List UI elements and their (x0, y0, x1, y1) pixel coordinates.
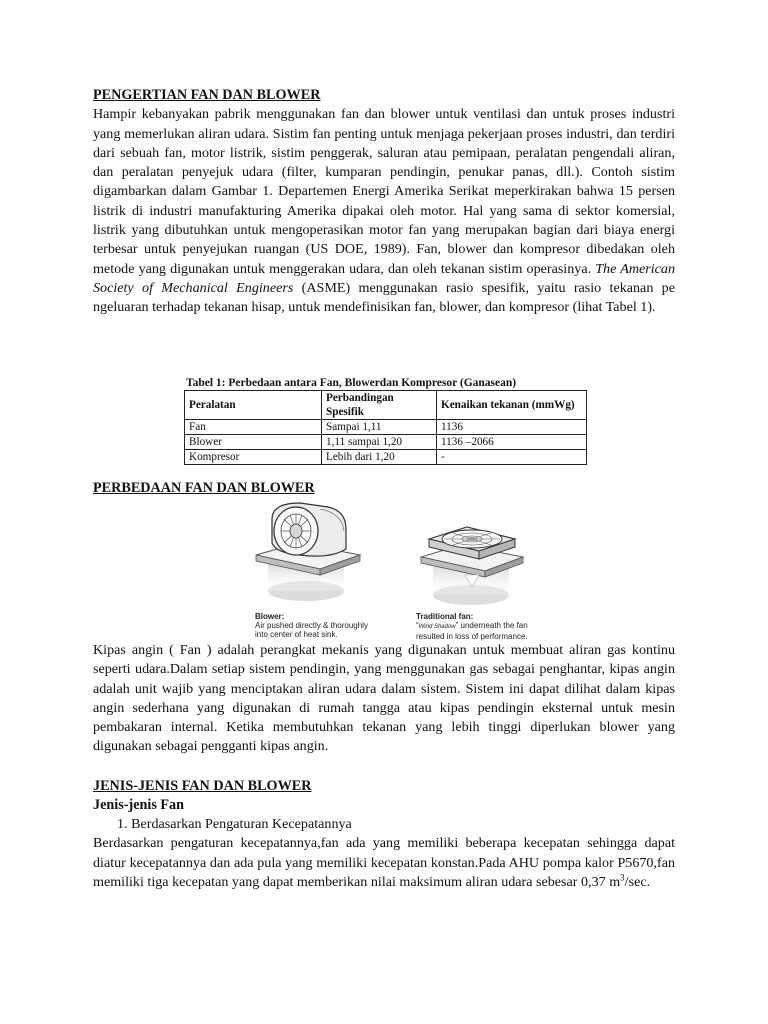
fan-caption-wind-shadow: Wind Shadow (418, 624, 456, 630)
table-cell: Blower (185, 435, 322, 450)
table-row (185, 450, 587, 465)
section-perbedaan (93, 479, 315, 498)
table-row (185, 435, 587, 450)
fan-caption-line1-pre: “ (416, 621, 419, 630)
blower-illustration (250, 497, 370, 605)
superscript-3: 3 (620, 872, 625, 883)
table1 (184, 390, 587, 465)
paragraph-pengertian-part-b: (ASME) menggunakan rasio spesifik, yaitu rasio tekanan pe ngeluaran terhadap tekanan hisap, untuk mendefinisikan fan, blower, dan kompresor (lihat Tabel 1). (93, 279, 675, 316)
fan-caption-title: Traditional fan: (416, 612, 474, 621)
table-cell: - (437, 450, 587, 465)
table1-caption: Tabel 1: Perbedaan antara Fan, Blowerdan Kompresor (Ganasean) (186, 377, 517, 389)
section-heading-jenis: JENIS-JENIS FAN DAN BLOWER (93, 778, 312, 794)
asme-italic-text: The American Society of Mechanical Engineers (93, 260, 675, 296)
table-cell: 1,11 sampai 1,20 (322, 435, 437, 450)
figure-blower-vs-fan (245, 497, 555, 642)
subheading-jenis-fan: Jenis-jenis Fan (93, 797, 185, 814)
paragraph-pengertian-part-a: Hampir kebanyakan pabrik menggunakan fan dan blower untuk ventilasi dan untuk proses industri yang memerlukan aliran udara. Sistim fan penting untuk menjaga pekerjaan proses industri, dan terdiri dari sebuah fan, motor listrik, sistim penggerak, saluran atau pemipaan, peralatan pengendali aliran, dan peralatan penyejuk udara (filter, kumparan pendingin, penukar panas, dll.). Contoh sistim digambarkan dalam Gambar 1. Departemen Energi Amerika Serikat meperkirakan bahwa 15 persen listrik di industri manufakturing Amerika dipakai oleh motor. Hal yang sama di sektor komersial, listrik yang dibutuhkan untuk mengoperasikan motor fan yang merupakan bagian dari biaya energi terbesar untuk penyejukan ruangan (US DOE, 1989). Fan, blower dan kompresor dibedakan oleh metode yang digunakan untuk menggerakan udara, dan oleh tekanan sistim operasinya. (93, 106, 675, 277)
blower-caption-line2: into center of heat sink. (255, 630, 338, 639)
traditional-fan-illustration (413, 517, 533, 625)
table-header-cell: Peralatan (185, 391, 322, 420)
fan-caption-line1-post: ” underneath the fan (455, 621, 528, 630)
table1-block (184, 376, 587, 465)
table-row (185, 420, 587, 435)
table-cell: Lebih dari 1,20 (322, 450, 437, 465)
blower-caption-line1: Air pushed directly & thoroughly (255, 621, 368, 630)
paragraph-kecepatan (93, 834, 675, 892)
table-header-cell: Perbandingan Spesifik (322, 391, 437, 420)
section-jenis (93, 777, 675, 892)
paragraph-pengertian (93, 105, 675, 317)
section-pengertian (93, 86, 675, 318)
list-item-pengaturan: 1. Berdasarkan Pengaturan Kecepatannya (117, 816, 352, 833)
section-heading-perbedaan: PERBEDAAN FAN DAN BLOWER (93, 480, 315, 496)
paragraph-kecepatan-text: Berdasarkan pengaturan kecepatannya,fan ada yang memiliki beberapa kecepatan sehingga dapat diatur kecepatannya dan ada pula yang memiliki kecepatan konstan.Pada AHU pompa kalor P5670,fan memiliki tiga kecepatan yang dapat memberikan nilai maksimum aliran udara sebesar 0,37 m (93, 835, 675, 890)
paragraph-kipas-block (93, 641, 675, 757)
fan-caption (416, 612, 528, 641)
table-cell: Kompresor (185, 450, 322, 465)
table-cell: Sampai 1,11 (322, 420, 437, 435)
blower-caption (255, 612, 368, 639)
table-header-row (185, 391, 587, 420)
table-cell: Fan (185, 420, 322, 435)
table-cell: 1136 (437, 420, 587, 435)
paragraph-kipas: Kipas angin ( Fan ) adalah perangkat mekanis yang digunakan untuk membuat aliran gas kontinu seperti udara.Dalam setiap sistem pendingin, yang menggunakan gas sebagai penghantar, kipas angin adalah unit wajib yang menciptakan aliran udara dalam sistem. Sistem ini dapat dilihat dalam kipas angin sederhana yang digunakan di rumah tangga atau kipas pendingin eksternal untuk mesin pembakaran internal. Ketika membutuhkan tekanan yang lebih tinggi diperlukan blower yang digunakan sebagai pengganti kipas angin. (93, 642, 675, 755)
table-header-cell: Kenaikan tekanan (mmWg) (437, 391, 587, 420)
section-heading-pengertian: PENGERTIAN FAN DAN BLOWER (93, 87, 321, 103)
table-cell: 1136 –2066 (437, 435, 587, 450)
paragraph-kecepatan-unit: /sec. (624, 873, 651, 890)
blower-caption-title: Blower: (255, 612, 285, 621)
fan-caption-line2: resulted in loss of performance. (416, 632, 528, 641)
